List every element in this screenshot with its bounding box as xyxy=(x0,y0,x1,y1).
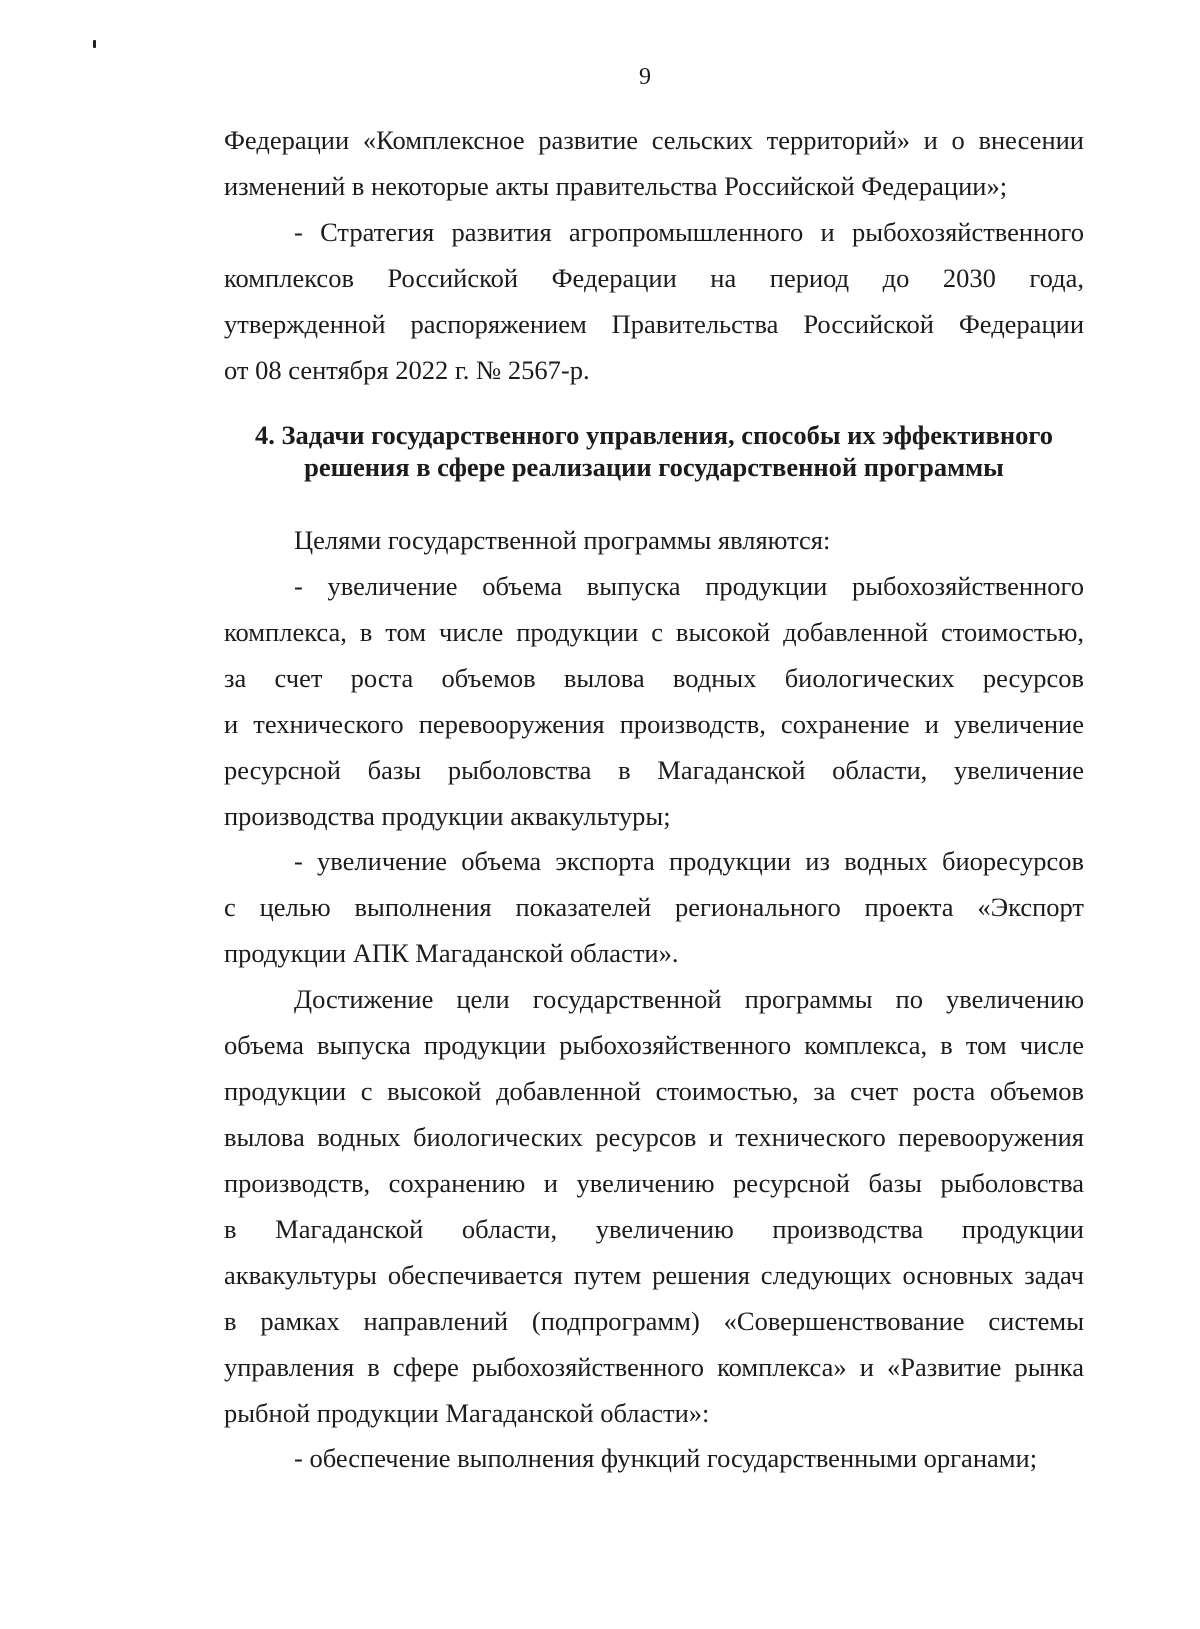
text-line: и технического перевооружения производств, сохранение и увеличение xyxy=(224,709,1084,739)
text-line: Федерации «Комплексное развитие сельских территорий» и о внесении xyxy=(224,125,1084,155)
text-line: объема выпуска продукции рыбохозяйственного комплекса, в том числе xyxy=(224,1030,1084,1060)
paragraph-strategy xyxy=(224,209,1084,393)
text-line: за счет роста объемов вылова водных биологических ресурсов xyxy=(224,663,1084,693)
text-line: рыбной продукции Магаданской области»: xyxy=(224,1398,710,1428)
text-line: - обеспечение выполнения функций государственными органами; xyxy=(294,1443,1038,1473)
text-line: ресурсной базы рыболовства в Магаданской области, увеличение xyxy=(224,755,1084,785)
text-line: изменений в некоторые акты правительства Российской Федерации»; xyxy=(224,171,1008,201)
page-number: 9 xyxy=(639,64,651,90)
text-line: продукции АПК Магаданской области». xyxy=(224,938,679,968)
paragraph-federation-program xyxy=(224,117,1084,209)
text-line: аквакультуры обеспечивается путем решения следующих основных задач xyxy=(224,1260,1084,1290)
paragraph-goal-2 xyxy=(224,838,1084,976)
scan-speck xyxy=(93,40,96,48)
text-line: Целями государственной программы являются: xyxy=(294,525,831,555)
text-line: комплексов Российской Федерации на период до 2030 года, xyxy=(224,263,1084,293)
paragraph-achievement xyxy=(224,976,1084,1436)
section-heading-line: решения в сфере реализации государственной программы xyxy=(304,452,1004,482)
text-line: - увеличение объема выпуска продукции рыбохозяйственного xyxy=(294,571,1084,601)
paragraph-goal-1 xyxy=(224,563,1084,839)
text-line: комплекса, в том числе продукции с высокой добавленной стоимостью, xyxy=(224,617,1084,647)
section-heading-line: 4. Задачи государственного управления, способы их эффективного xyxy=(254,420,1054,450)
text-line: от 08 сентября 2022 г. № 2567-р. xyxy=(224,355,590,385)
text-line: Достижение цели государственной программы по увеличению xyxy=(294,984,1084,1014)
text-line: с целью выполнения показателей регионального проекта «Экспорт xyxy=(224,892,1084,922)
text-line: вылова водных биологических ресурсов и технического перевооружения xyxy=(224,1122,1084,1152)
text-line: утвержденной распоряжением Правительства Российской Федерации xyxy=(224,309,1084,339)
paragraph-goals-intro xyxy=(224,517,1084,563)
text-line: управления в сфере рыбохозяйственного комплекса» и «Развитие рынка xyxy=(224,1352,1084,1382)
text-line: производства продукции аквакультуры; xyxy=(224,801,671,831)
text-line: в Магаданской области, увеличению производства продукции xyxy=(224,1214,1084,1244)
paragraph-task-1 xyxy=(224,1435,1084,1481)
text-line: - увеличение объема экспорта продукции из водных биоресурсов xyxy=(294,846,1084,876)
text-line: продукции с высокой добавленной стоимостью, за счет роста объемов xyxy=(224,1076,1084,1106)
section-heading xyxy=(224,419,1084,483)
text-line: в рамках направлений (подпрограмм) «Совершенствование системы xyxy=(224,1306,1084,1336)
text-line: производств, сохранению и увеличению ресурсной базы рыболовства xyxy=(224,1168,1084,1198)
text-line: - Стратегия развития агропромышленного и рыбохозяйственного xyxy=(294,217,1084,247)
